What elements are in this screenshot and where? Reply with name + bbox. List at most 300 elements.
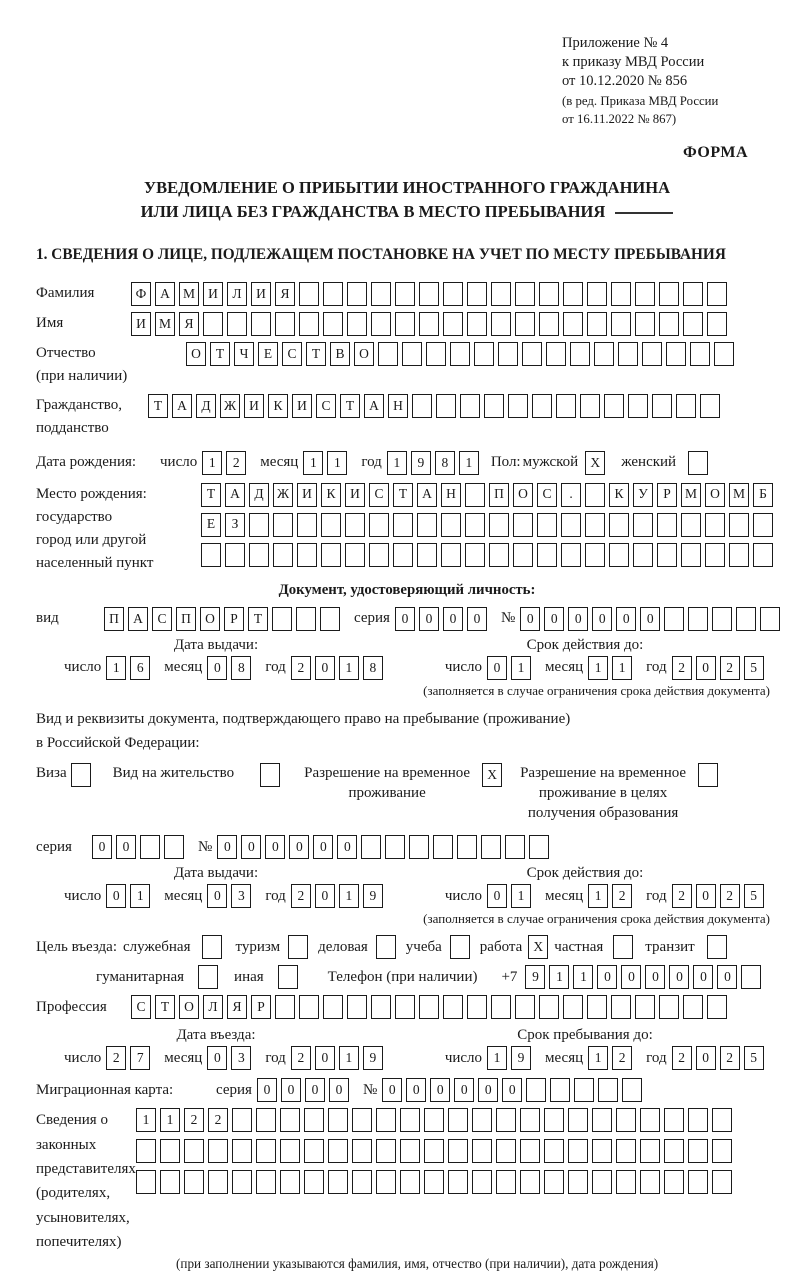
char-cell [136,1170,156,1194]
char-cell [441,543,461,567]
char-cell [707,282,727,306]
purpose-other-label: иная [234,968,264,985]
char-cell [164,835,184,859]
patronymic-label-line: (при наличии) [36,367,128,384]
representatives-label-line: (родителях, [36,1185,111,1202]
temp-permit-edu-option [520,763,718,824]
stay-year-cells [672,1046,768,1070]
char-cell [585,513,605,537]
char-cell: Е [201,513,221,537]
char-cell: 0 [616,607,636,631]
char-cell [208,1170,228,1194]
char-cell [484,394,504,418]
char-cell [508,394,528,418]
char-cell: 2 [672,884,692,908]
char-cell [496,1170,516,1194]
char-cell: 1 [339,656,359,680]
char-cell [529,835,549,859]
char-cell [140,835,160,859]
purpose-official-checkbox [202,935,222,959]
purpose-phone-row [36,965,778,989]
char-cell [640,1139,660,1163]
char-cell [201,543,221,567]
entry-month-cells [207,1046,255,1070]
char-cell [474,342,494,366]
entry-day-cells [106,1046,154,1070]
char-cell [395,312,415,336]
char-cell: Р [657,483,677,507]
char-cell: О [179,995,199,1019]
char-cell: 2 [184,1108,204,1132]
char-cell: С [152,607,172,631]
char-cell [424,1170,444,1194]
month-label: месяц [545,887,584,904]
char-cell: И [131,312,151,336]
month-label: месяц [164,659,203,676]
char-cell: Я [179,312,199,336]
surname-row [36,282,778,306]
char-cell [272,607,292,631]
char-cell [611,312,631,336]
char-cell [393,513,413,537]
char-cell: 0 [382,1078,402,1102]
char-cell: Л [227,282,247,306]
char-cell [443,312,463,336]
purpose-transit-label: транзит [645,938,695,955]
issue-month-cells [207,884,255,908]
char-cell: 0 [621,965,641,989]
char-cell [753,543,773,567]
char-cell: 1 [588,656,608,680]
birth-place-label [36,483,201,576]
identity-issue-group [64,656,387,680]
birth-date-label: Дата рождения: [36,454,137,471]
year-label: год [646,659,667,676]
char-cell [369,543,389,567]
char-cell [568,1170,588,1194]
char-cell [489,513,509,537]
identity-doc-row [36,607,778,631]
appendix-block [562,34,762,128]
char-cell: 1 [573,965,593,989]
char-cell: 0 [443,607,463,631]
char-cell [424,1139,444,1163]
title-line-1: УВЕДОМЛЕНИЕ О ПРИБЫТИИ ИНОСТРАННОГО ГРАЖДАНИНА [143,177,671,197]
char-cell [136,1139,156,1163]
citizenship-row [36,394,778,441]
representatives-label-line: представителях [36,1160,136,1177]
char-cell [705,513,725,537]
char-cell [465,543,485,567]
char-cell [520,1108,540,1132]
char-cell: 0 [92,835,112,859]
issue-date-heading: Дата выдачи: [173,636,259,653]
char-cell: О [186,342,206,366]
char-cell: 3 [231,884,251,908]
entry-purpose-row [36,935,778,959]
stay-day-cells [487,1046,535,1070]
blank-underline [615,212,673,214]
residence-dates-row [36,884,778,908]
char-cell [352,1170,372,1194]
char-cell: 2 [612,884,632,908]
day-label: число [444,887,483,904]
representatives-cells-row3 [136,1170,736,1194]
char-cell: 2 [291,1046,311,1070]
char-cell [587,282,607,306]
birth-month-cells [303,451,351,475]
representatives-label-line: усыновителях, [36,1209,130,1226]
purpose-study-checkbox [450,935,470,959]
char-cell: 5 [744,1046,764,1070]
purpose-private-label: частная [554,938,604,955]
char-cell [712,607,732,631]
char-cell [741,965,761,989]
patronymic-row [36,342,778,389]
char-cell [635,995,655,1019]
char-cell: 0 [717,965,737,989]
visa-option [36,763,91,787]
char-cell [568,1108,588,1132]
char-cell [707,312,727,336]
residence-options-row [36,763,778,824]
issue-date-heading: Дата выдачи: [173,865,259,882]
char-cell: 8 [363,656,383,680]
char-cell: О [354,342,374,366]
issue-year-cells [291,656,387,680]
char-cell: 0 [406,1078,426,1102]
char-cell: 1 [160,1108,180,1132]
char-cell: Л [203,995,223,1019]
entry-year-cells [291,1046,387,1070]
purpose-work-checkbox: X [528,935,548,959]
char-cell [688,1170,708,1194]
char-cell: 2 [672,656,692,680]
given-name-row [36,312,778,336]
char-cell: 0 [337,835,357,859]
migration-card-label: Миграционная карта: [36,1081,174,1098]
char-cell: К [609,483,629,507]
temp-permit-option [304,763,502,804]
char-cell: Н [441,483,461,507]
char-cell [664,1108,684,1132]
entry-date-group [64,1046,387,1070]
identity-valid-group [445,656,768,680]
char-cell [539,312,559,336]
char-cell [537,513,557,537]
year-label: год [265,659,286,676]
char-cell [395,995,415,1019]
char-cell [448,1170,468,1194]
char-cell [436,394,456,418]
day-label: число [64,1049,102,1066]
day-label: число [444,659,483,676]
char-cell: 9 [411,451,431,475]
char-cell [598,1078,618,1102]
char-cell: 1 [511,884,531,908]
char-cell [448,1139,468,1163]
migration-number-label: № [362,1081,378,1098]
char-cell: 1 [387,451,407,475]
residence-issue-group [64,884,387,908]
temp-permit-edu-label-line: проживание в целях [538,784,668,801]
char-cell [481,835,501,859]
char-cell [666,342,686,366]
appendix-line: Приложение № 4 [562,35,669,51]
amendment-line: (в ред. Приказа МВД России [562,93,719,108]
purpose-humanitarian-label: гуманитарная [96,968,185,985]
sex-male-checkbox: X [585,451,605,475]
char-cell [323,312,343,336]
char-cell [609,543,629,567]
char-cell: Р [224,607,244,631]
char-cell [467,282,487,306]
char-cell: О [705,483,725,507]
purpose-official-label: служебная [122,938,191,955]
residence-permit-label: Вид на жительство [112,764,235,781]
char-cell [249,513,269,537]
char-cell: У [633,483,653,507]
char-cell [513,543,533,567]
sex-male-label: мужской [522,454,579,471]
char-cell: 9 [363,884,383,908]
char-cell [705,543,725,567]
char-cell [491,282,511,306]
char-cell [683,312,703,336]
citizenship-label [36,394,148,441]
char-cell [299,282,319,306]
char-cell [465,513,485,537]
purpose-business-label: деловая [318,938,368,955]
doc-number-cells [520,607,784,631]
char-cell [544,1170,564,1194]
char-cell [657,513,677,537]
char-cell: 0 [217,835,237,859]
char-cell: 1 [327,451,347,475]
char-cell [251,312,271,336]
char-cell [457,835,477,859]
char-cell: 1 [339,884,359,908]
char-cell [328,1108,348,1132]
char-cell [585,483,605,507]
temp-permit-checkbox: X [482,763,502,787]
char-cell [729,513,749,537]
form-title [36,176,778,224]
birth-place-cells-row2 [201,513,777,537]
residence-permit-option [113,763,280,787]
char-cell [537,543,557,567]
residence-permit-checkbox [260,763,280,787]
birth-place-block [36,483,778,576]
residence-number-label: № [198,838,213,855]
char-cell [544,1108,564,1132]
valid-year-cells [672,884,768,908]
char-cell [472,1139,492,1163]
char-cell: 0 [395,607,415,631]
birth-place-label-line: государство [36,508,113,525]
representatives-cells-row2 [136,1139,736,1163]
char-cell [652,394,672,418]
year-label: год [265,1049,286,1066]
char-cell: Т [210,342,230,366]
char-cell: С [316,394,336,418]
char-cell [611,995,631,1019]
char-cell [753,513,773,537]
identity-date-headings [36,637,778,654]
char-cell: 2 [672,1046,692,1070]
char-cell [539,282,559,306]
char-cell [498,342,518,366]
char-cell: 0 [106,884,126,908]
surname-label: Фамилия [36,285,95,302]
char-cell [594,342,614,366]
doc-type-cells [104,607,344,631]
representatives-block [36,1108,778,1254]
migration-card-row [36,1078,778,1102]
char-cell [587,312,607,336]
valid-month-cells [588,884,636,908]
char-cell [369,513,389,537]
char-cell: Д [196,394,216,418]
char-cell: Т [155,995,175,1019]
purpose-other-checkbox [278,965,298,989]
issue-month-cells [207,656,255,680]
entry-date-heading: Дата въезда: [176,1027,256,1044]
char-cell [280,1170,300,1194]
char-cell: И [251,282,271,306]
char-cell: А [128,607,148,631]
char-cell [712,1170,732,1194]
char-cell: А [417,483,437,507]
char-cell [659,995,679,1019]
char-cell: 0 [645,965,665,989]
char-cell: 1 [202,451,222,475]
citizenship-label-line: подданство [36,420,109,437]
issue-day-cells [106,656,154,680]
char-cell [640,1170,660,1194]
char-cell [395,282,415,306]
char-cell: М [155,312,175,336]
representatives-label-line: законных [36,1136,97,1153]
doc-type-label: вид [36,610,59,627]
char-cell [515,995,535,1019]
char-cell [544,1139,564,1163]
char-cell [256,1170,276,1194]
char-cell [546,342,566,366]
char-cell: 5 [744,884,764,908]
char-cell [635,282,655,306]
char-cell [760,607,780,631]
char-cell [419,312,439,336]
char-cell [465,483,485,507]
appendix-line: от 10.12.2020 № 856 [562,72,688,89]
char-cell [419,995,439,1019]
char-cell: К [321,483,341,507]
residence-series-row [36,835,778,859]
char-cell: 0 [467,607,487,631]
char-cell [676,394,696,418]
residence-date-headings [36,865,778,882]
char-cell: 1 [459,451,479,475]
representatives-note: (при заполнении указываются фамилия, имя, отчество (при наличии), дата рождения) [176,1256,659,1272]
char-cell [417,543,437,567]
char-cell: С [537,483,557,507]
amendment-line: от 16.11.2022 № 867) [562,112,677,127]
char-cell [249,543,269,567]
char-cell: 2 [720,1046,740,1070]
char-cell [376,1139,396,1163]
char-cell [203,312,223,336]
char-cell: П [176,607,196,631]
migration-series-label: серия [216,1081,252,1098]
char-cell [489,543,509,567]
char-cell [304,1139,324,1163]
char-cell [683,282,703,306]
doc-series-cells [395,607,491,631]
char-cell: П [489,483,509,507]
identity-dates-row [36,656,778,680]
char-cell [232,1108,252,1132]
birth-place-label-line: город или другой [36,532,147,549]
valid-day-cells [487,656,535,680]
char-cell: 0 [207,884,227,908]
char-cell: М [729,483,749,507]
char-cell [574,1078,594,1102]
char-cell [450,342,470,366]
char-cell: 0 [419,607,439,631]
temp-permit-edu-label-line: Разрешение на временное [520,764,687,781]
char-cell: 0 [696,1046,716,1070]
profession-label: Профессия [36,998,107,1015]
entry-purpose-label: Цель въезда: [36,938,117,955]
char-cell [640,1108,660,1132]
char-cell: 2 [612,1046,632,1070]
citizenship-cells [148,394,724,418]
char-cell [520,1139,540,1163]
char-cell [633,543,653,567]
char-cell: 2 [291,656,311,680]
char-cell: 0 [315,884,335,908]
char-cell: 0 [454,1078,474,1102]
char-cell: 1 [339,1046,359,1070]
char-cell: П [104,607,124,631]
char-cell: И [345,483,365,507]
citizenship-label-line: Гражданство, [36,397,123,414]
phone-prefix: +7 [501,968,518,985]
char-cell [592,1139,612,1163]
char-cell: 0 [305,1078,325,1102]
char-cell [160,1170,180,1194]
birth-place-cells-row3 [201,543,777,567]
char-cell [299,995,319,1019]
char-cell: 2 [226,451,246,475]
char-cell [664,1170,684,1194]
char-cell [352,1108,372,1132]
char-cell [345,513,365,537]
char-cell: С [282,342,302,366]
char-cell [443,995,463,1019]
char-cell [561,513,581,537]
char-cell [256,1108,276,1132]
year-label: год [361,454,382,471]
char-cell: 0 [207,1046,227,1070]
char-cell: 0 [487,884,507,908]
day-label: число [444,1049,483,1066]
valid-month-cells [588,656,636,680]
sex-female-label: женский [621,454,677,471]
char-cell [618,342,638,366]
char-cell [736,607,756,631]
